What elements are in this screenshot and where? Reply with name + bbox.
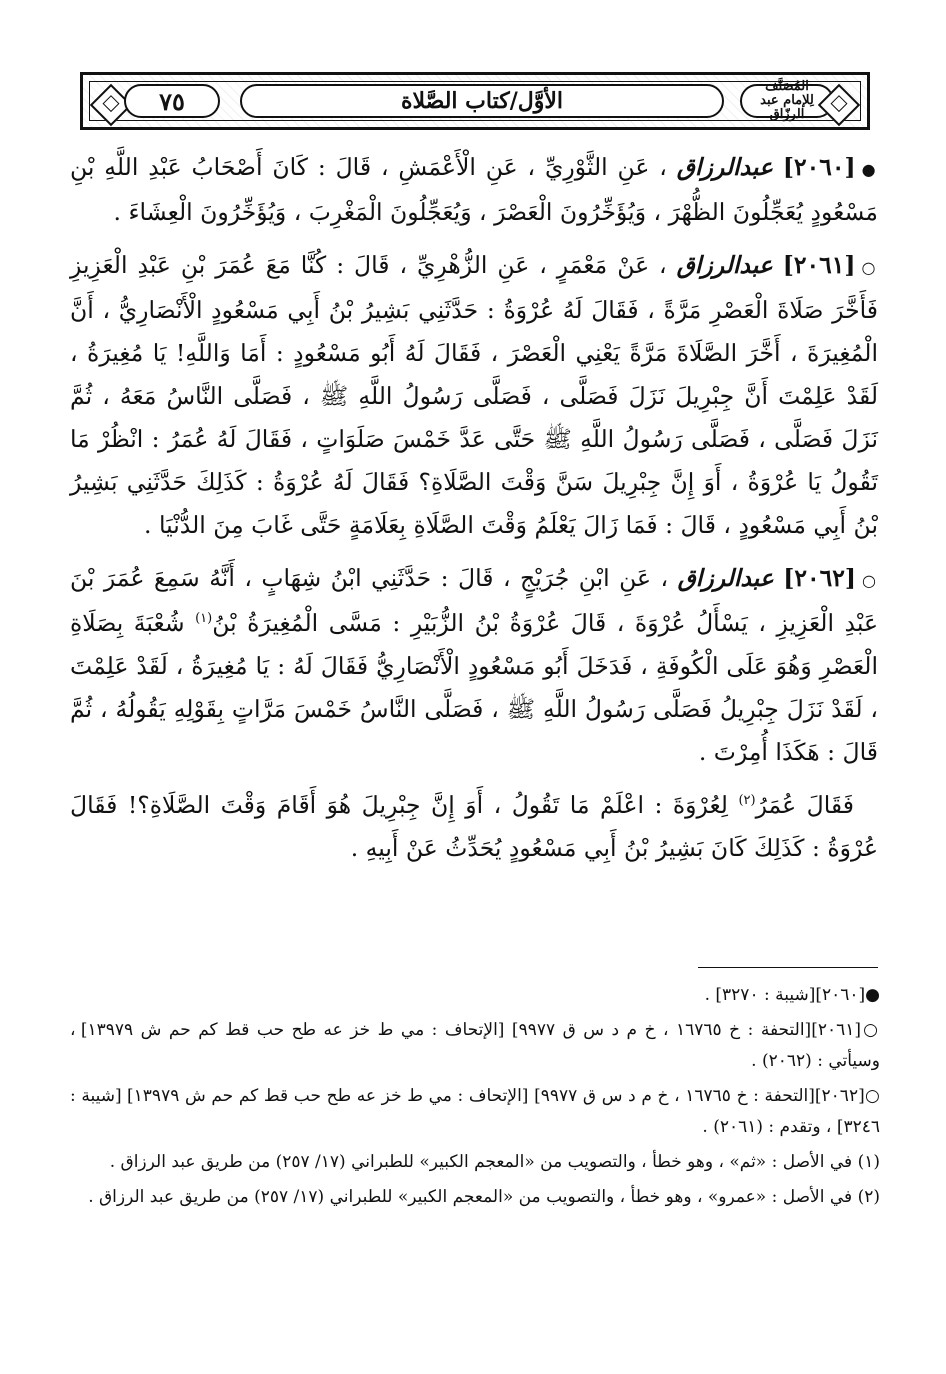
hadith-2060 bbox=[70, 146, 878, 234]
hadith-source: عبدالرزاق bbox=[676, 153, 773, 181]
footnote-ref-1: (١) bbox=[195, 611, 213, 627]
hadith-source: عبدالرزاق bbox=[676, 251, 773, 279]
hadith-marker-icon: ○ bbox=[862, 571, 878, 590]
footnote-2: (٢) في الأصل : «عمرو» ، وهو خطأ ، والتصويب من «المعجم الكبير» للطبراني (١٧/ ٢٥٧) من طريق عبد الرزاق . bbox=[88, 1187, 880, 1207]
running-title-cartouche bbox=[240, 84, 724, 118]
hadith-source: عبدالرزاق bbox=[677, 564, 774, 592]
hadith-2062-continuation bbox=[70, 784, 878, 870]
hadith-text-part-1: ، عَنِ ابْنِ جُرَيْجٍ ، قَالَ : حَدَّثَنِي ابْنُ شِهَابٍ ، أَنَّهُ سَمِعَ عُمَرَ بْنَ عَبْدِ الْعَزِيزِ ، يَسْأَلُ عُرْوَةَ ، قَالَ عُرْوَةُ بْنُ الزُّبَيْرِ : مَسَّى الْمُغِيرَةُ بْنُ bbox=[70, 564, 878, 637]
ornamental-header bbox=[80, 72, 870, 130]
footnote-2061: ○[٢٠٦١][التحفة : خ ١٦٧٦٥ ، خ م د س ق ٩٩٧٧] [الإتحاف : مي ط خز عه طح حب قط كم حم ش ١٣٩٧٩] ، وسيأتي : (٢٠٦٢) . bbox=[70, 1020, 880, 1071]
hadith-number: [٢٠٦٠] bbox=[782, 153, 856, 181]
hadith-2062 bbox=[70, 557, 878, 774]
header-frame bbox=[89, 81, 861, 121]
hadith-marker-icon: ● bbox=[861, 160, 878, 179]
continuation-text-part-2: لِعُرْوَةَ : اعْلَمْ مَا تَقُولُ ، أَوَ إِنَّ جِبْرِيلَ هُوَ أَقَامَ وَقْتَ الصَّلَاةِ؟! فَقَالَ عُرْوَةُ : كَذَلِكَ كَانَ بَشِيرُ بْنُ أَبِي مَسْعُودٍ يُحَدِّثُ عَنْ أَبِيهِ . bbox=[70, 791, 878, 862]
hadith-number: [٢٠٦١] bbox=[782, 251, 856, 279]
hadith-marker-icon: ○ bbox=[861, 258, 878, 277]
running-title: الأوَّل/كتاب الصَّلاة bbox=[400, 88, 564, 114]
main-text bbox=[70, 146, 878, 876]
hadith-text: ، عَنِ الثَّوْرِيِّ ، عَنِ الْأَعْمَشِ ، قَالَ : كَانَ أَصْحَابُ عَبْدِ اللَّهِ بْنِ مَسْعُودٍ يُعَجِّلُونَ الظُّهْرَ ، وَيُؤَخِّرُونَ الْعَصْرَ ، وَيُعَجِّلُونَ الْمَغْرِبَ ، وَيُؤَخِّرُونَ الْعِشَاءَ . bbox=[70, 153, 878, 226]
hadith-text: ، عَنْ مَعْمَرٍ ، عَنِ الزُّهْرِيِّ ، قَالَ : كُنَّا مَعَ عُمَرَ بْنِ عَبْدِ الْعَزِيزِ فَأَخَّرَ صَلَاةَ الْعَصْرِ مَرَّةً ، فَقَالَ لَهُ عُرْوَةُ : حَدَّثَنِي بَشِيرُ بْنُ أَبِي مَسْعُودٍ الْأَنْصَارِيُّ ، أَنَّ الْمُغِيرَةَ ، أَخَّرَ الصَّلَاةَ مَرَّةً يَعْنِي الْعَصْرَ ، فَقَالَ لَهُ أَبُو مَسْعُودٍ : أَمَا وَاللَّهِ! يَا مُغِيرَةُ ، لَقَدْ عَلِمْتَ أَنَّ جِبْرِيلَ نَزَلَ فَصَلَّى ، فَصَلَّى رَسُولُ اللَّهِ ﷺ ، فَصَلَّى النَّاسُ مَعَهُ ، ثُمَّ نَزَلَ فَصَلَّى ، فَصَلَّى رَسُولُ اللَّهِ ﷺ حَتَّى عَدَّ خَمْسَ صَلَوَاتٍ ، فَقَالَ لَهُ عُمَرُ : انْظُرْ مَا تَقُولُ يَا عُرْوَةُ ، أَوَ إِنَّ جِبْرِيلَ سَنَّ وَقْتَ الصَّلَاةِ؟ فَقَالَ لَهُ عُرْوَةُ : كَذَلِكَ حَدَّثَنِي بَشِيرُ بْنُ أَبِي مَسْعُودٍ ، قَالَ : فَمَا زَالَ يَعْلَمُ وَقْتَ الصَّلَاةِ بِعَلَامَةٍ حَتَّى غَابَ مِنَ الدُّنْيَا . bbox=[70, 251, 878, 539]
hadith-number: [٢٠٦٢] bbox=[783, 564, 857, 592]
book-seal-logo bbox=[742, 80, 832, 122]
hadith-text-part-2: شُعْبَةَ بِصَلَاةِ الْعَصْرِ وَهُوَ عَلَى الْكُوفَةِ ، فَدَخَلَ أَبُو مَسْعُودٍ الْأَنْصَارِيُّ فَقَالَ لَهُ : يَا مُغِيرَةُ ، لَقَدْ عَلِمْتَ ، لَقَدْ نَزَلَ جِبْرِيلُ فَصَلَّى رَسُولُ اللَّهِ ﷺ ، فَصَلَّى النَّاسُ خَمْسَ مَرَّاتٍ بِقَوْلِهِ يَقُولُهُ ، ثُمَّ قَالَ : هَكَذَا أُمِرْتَ . bbox=[70, 609, 878, 766]
continuation-text-part-1: فَقَالَ عُمَرُ bbox=[755, 791, 854, 819]
footnote-divider bbox=[698, 967, 878, 968]
footnotes bbox=[70, 980, 880, 1217]
seal-line-1: المُصَنَّف bbox=[765, 79, 809, 94]
footnote-ref-2: (٢) bbox=[738, 793, 756, 809]
page-number-cartouche bbox=[124, 84, 220, 118]
seal-line-2: لِلإمام عبد الرزّاق bbox=[760, 93, 814, 122]
footnote-2062: ○[٢٠٦٢][التحفة : خ ١٦٧٦٥ ، خ م د س ق ٩٩٧٧] [الإتحاف : مي ط خز عه طح حب قط كم حم ش ١٣٩٧٩] [شيبة : ٣٢٤٦] ، وتقدم : (٢٠٦١) . bbox=[70, 1086, 881, 1137]
footnote-2060: ●[٢٠٦٠][شيبة : ٣٢٧٠] . bbox=[704, 985, 880, 1005]
footnote-1: (١) في الأصل : «ثم» ، وهو خطأ ، والتصويب من «المعجم الكبير» للطبراني (١٧/ ٢٥٧) من طريق عبد الرزاق . bbox=[109, 1152, 880, 1172]
page-number: ٧٥ bbox=[159, 86, 185, 116]
hadith-2061 bbox=[70, 244, 878, 547]
